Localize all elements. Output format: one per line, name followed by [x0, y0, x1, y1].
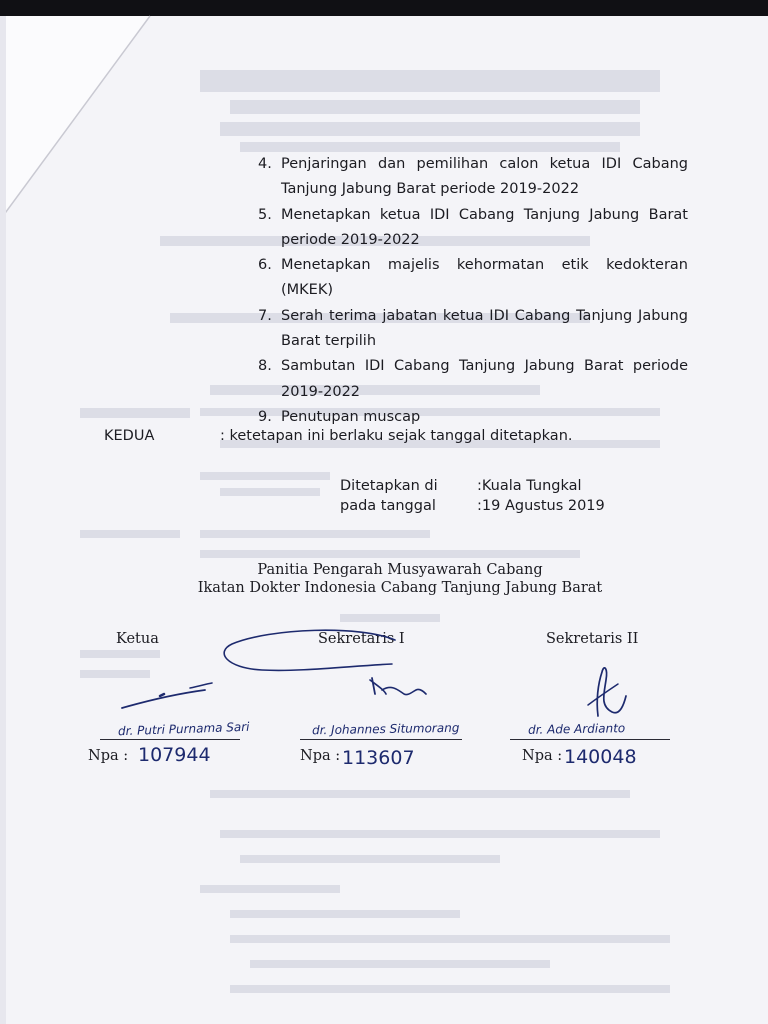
date-label: pada tanggal — [340, 498, 436, 514]
agenda-item: 5. Menetapkan ketua IDI Cabang Tanjung Jabung Barat periode 2019-2022 — [258, 206, 688, 248]
agenda-item: 6. Menetapkan majelis kehormatan etik kedokteran (MKEK) — [258, 257, 688, 299]
role-ketua: Ketua — [116, 631, 159, 647]
date-value: :19 Agustus 2019 — [477, 498, 605, 514]
agenda-list — [258, 152, 688, 430]
npa-label-ketua: Npa : — [88, 748, 129, 764]
signature-line-sekretaris-1 — [300, 739, 462, 740]
kedua-label: KEDUA — [104, 428, 155, 444]
npa-value-ketua: 107944 — [138, 744, 211, 766]
agenda-item-text: Sambutan IDI Cabang Tanjung Jabung Barat periode 2019-2022 — [281, 358, 688, 400]
role-sekretaris-1: Sekretaris I — [318, 631, 405, 647]
agenda-item-text: Menetapkan majelis kehormatan etik kedokteran (MKEK) — [281, 257, 688, 299]
committee-organization: Ikatan Dokter Indonesia Cabang Tanjung Jabung Barat — [197, 580, 603, 596]
place-value: :Kuala Tungkal — [477, 478, 582, 494]
agenda-item-text: Penutupan muscap — [281, 408, 421, 425]
place-label: Ditetapkan di — [340, 478, 438, 494]
agenda-item: 9. Penutupan muscap — [258, 408, 421, 425]
signature-line-sekretaris-2 — [510, 739, 670, 740]
committee-title: Panitia Pengarah Musyawarah Cabang — [257, 562, 543, 578]
agenda-item: 8. Sambutan IDI Cabang Tanjung Jabung Barat periode 2019-2022 — [258, 358, 688, 400]
agenda-item-text: Serah terima jabatan ketua IDI Cabang Tanjung Jabung Barat terpilih — [281, 307, 688, 350]
agenda-item: 7. Serah terima jabatan ketua IDI Cabang Tanjung Jabung Barat terpilih — [258, 307, 688, 350]
npa-value-sekretaris-1: 113607 — [342, 747, 415, 769]
role-sekretaris-2: Sekretaris II — [546, 631, 639, 647]
agenda-item: 4. Penjaringan dan pemilihan calon ketua IDI Cabang Tanjung Jabung Barat periode 2019-2022 — [258, 156, 688, 198]
npa-value-sekretaris-2: 140048 — [564, 746, 637, 768]
signature-name-ketua: dr. Putri Purnama Sari — [117, 719, 250, 739]
agenda-item-text: Menetapkan ketua IDI Cabang Tanjung Jabung Barat periode 2019-2022 — [281, 206, 688, 248]
ditetapkan-block — [340, 476, 605, 516]
npa-label-sekretaris-1: Npa : — [300, 748, 341, 764]
agenda-item-text: Penjaringan dan pemilihan calon ketua IDI Cabang Tanjung Jabung Barat periode 2019-2022 — [281, 156, 688, 198]
signature-name-sekretaris-1: dr. Johannes Situmorang — [311, 720, 460, 738]
kedua-text: : ketetapan ini berlaku sejak tanggal ditetapkan. — [220, 428, 573, 444]
signature-name-sekretaris-2: dr. Ade Ardianto — [527, 721, 626, 737]
signature-line-ketua — [100, 739, 240, 740]
npa-label-sekretaris-2: Npa : — [522, 748, 563, 764]
